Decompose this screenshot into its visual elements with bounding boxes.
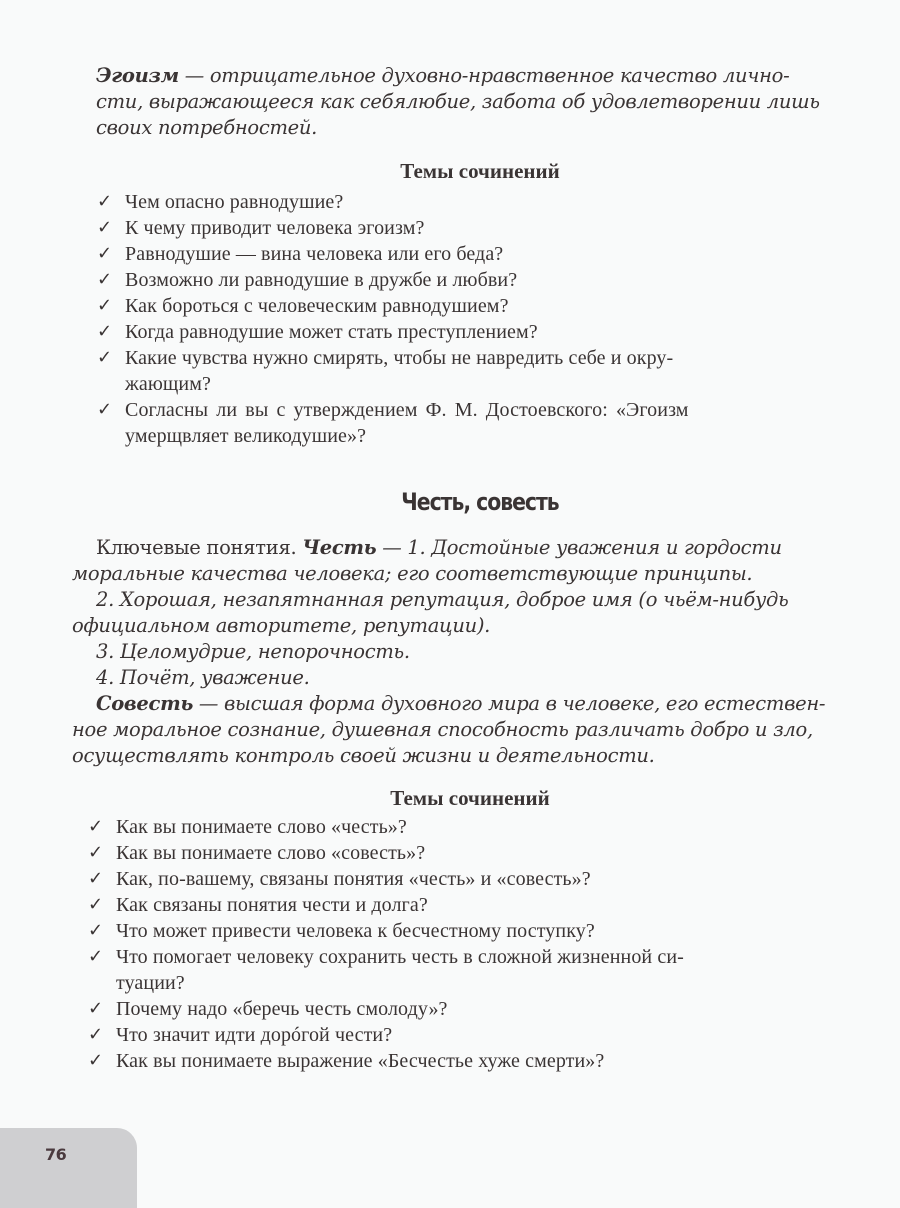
check-icon: ✓ — [88, 946, 104, 967]
check-icon: ✓ — [88, 816, 104, 837]
topic-item — [97, 397, 897, 449]
section-title: Честь, совесть — [401, 488, 559, 516]
topic-text: Равнодушие — вина человека или его беда? — [125, 243, 504, 265]
honor-line-2: моральные качества человека; его соответствующие принципы. — [72, 562, 753, 585]
topic-item — [88, 892, 896, 918]
conscience-line-1-text: — высшая форма духовного мира в человеке, его естествен- — [193, 692, 826, 715]
topic-text: Какие чувства нужно смирять, чтобы не навредить себе и окру- — [125, 347, 674, 369]
topic-item — [97, 345, 897, 397]
topic-item — [88, 996, 896, 1022]
topic-item — [97, 319, 897, 345]
topic-text: Возможно ли равнодушие в дружбе и любви? — [125, 269, 518, 291]
topic-item — [97, 215, 897, 241]
check-icon: ✓ — [97, 399, 113, 420]
egoism-line-1 — [96, 63, 896, 89]
topic-text-cont: умерщвляет великодушие»? — [125, 425, 367, 447]
conscience-line-2: ное моральное сознание, душевная способность различать добро и зло, — [72, 718, 813, 741]
honor-definition — [72, 535, 896, 769]
honor-def-2: 2. Хорошая, незапятнанная репутация, доброе имя (о чьём-нибудь — [96, 588, 789, 611]
topic-item — [88, 840, 896, 866]
topic-text: Когда равнодушие может стать преступлением? — [125, 321, 538, 343]
check-icon: ✓ — [97, 269, 113, 290]
topic-item — [88, 918, 896, 944]
check-icon: ✓ — [88, 1024, 104, 1045]
check-icon: ✓ — [88, 894, 104, 915]
topics-heading-1: Темы сочинений — [400, 159, 560, 183]
topic-item — [88, 866, 896, 892]
check-icon: ✓ — [97, 347, 113, 368]
page-number-tab — [0, 1128, 137, 1208]
topic-item — [97, 241, 897, 267]
topic-item — [97, 189, 897, 215]
conscience-line-1 — [96, 691, 896, 717]
egoism-line-2: сти, выражающееся как себялюбие, забота об удовлетворении лишь — [96, 90, 820, 113]
egoism-definition — [96, 63, 896, 141]
honor-def-3: 3. Целомудрие, непорочность. — [96, 640, 410, 663]
honor-term: Честь — [302, 536, 377, 559]
topic-item — [88, 1022, 896, 1048]
topic-text: Согласны ли вы с утверждением Ф. М. Достоевского: «Эгоизм — [125, 399, 689, 421]
topic-text: Как вы понимаете слово «честь»? — [116, 816, 407, 838]
check-icon: ✓ — [88, 1050, 104, 1071]
topic-text: К чему приводит человека эгоизм? — [125, 217, 425, 239]
honor-def-2-cont: официальном авторитете, репутации). — [72, 614, 491, 637]
topic-item — [97, 267, 897, 293]
topics-heading-2: Темы сочинений — [390, 786, 550, 810]
egoism-term: Эгоизм — [96, 64, 179, 87]
key-concepts-label: Ключевые понятия. — [96, 536, 303, 559]
topics-list-2 — [88, 814, 896, 1074]
topic-item — [97, 293, 897, 319]
honor-line-1 — [96, 535, 896, 561]
check-icon: ✓ — [97, 191, 113, 212]
honor-def-4: 4. Почёт, уважение. — [96, 666, 310, 689]
topic-text: Что может привести человека к бесчестному поступку? — [116, 920, 595, 942]
egoism-line-3: своих потребностей. — [96, 116, 318, 139]
topic-text: Как, по-вашему, связаны понятия «честь» и «совесть»? — [116, 868, 591, 890]
topics-list-1 — [97, 189, 897, 449]
topic-text: Почему надо «беречь честь смолоду»? — [116, 998, 448, 1020]
topic-text: Чем опасно равнодушие? — [125, 191, 344, 213]
topic-text: Что помогает человеку сохранить честь в сложной жизненной си- — [116, 946, 684, 968]
egoism-line-1-text: — отрицательное духовно-нравственное качество лично- — [178, 64, 790, 87]
topic-item — [88, 944, 896, 996]
check-icon: ✓ — [88, 920, 104, 941]
topic-text: Что значит идти дорóгой чести? — [116, 1024, 393, 1046]
topic-text-cont: туации? — [116, 972, 185, 994]
check-icon: ✓ — [97, 217, 113, 238]
page-number: 76 — [45, 1145, 67, 1164]
check-icon: ✓ — [97, 295, 113, 316]
check-icon: ✓ — [88, 868, 104, 889]
conscience-term: Совесть — [96, 692, 194, 715]
topic-item — [88, 1048, 896, 1074]
check-icon: ✓ — [97, 321, 113, 342]
topic-text: Как связаны понятия чести и долга? — [116, 894, 428, 916]
conscience-line-3: осуществлять контроль своей жизни и деятельности. — [72, 744, 655, 767]
honor-def-1-text: — 1. Достойные уважения и гордости — [376, 536, 782, 559]
check-icon: ✓ — [88, 842, 104, 863]
check-icon: ✓ — [97, 243, 113, 264]
topic-text-cont: жающим? — [125, 373, 211, 395]
check-icon: ✓ — [88, 998, 104, 1019]
topic-text: Как бороться с человеческим равнодушием? — [125, 295, 509, 317]
topic-text: Как вы понимаете выражение «Бесчестье хуже смерти»? — [116, 1050, 605, 1072]
topic-text: Как вы понимаете слово «совесть»? — [116, 842, 426, 864]
topic-item — [88, 814, 896, 840]
